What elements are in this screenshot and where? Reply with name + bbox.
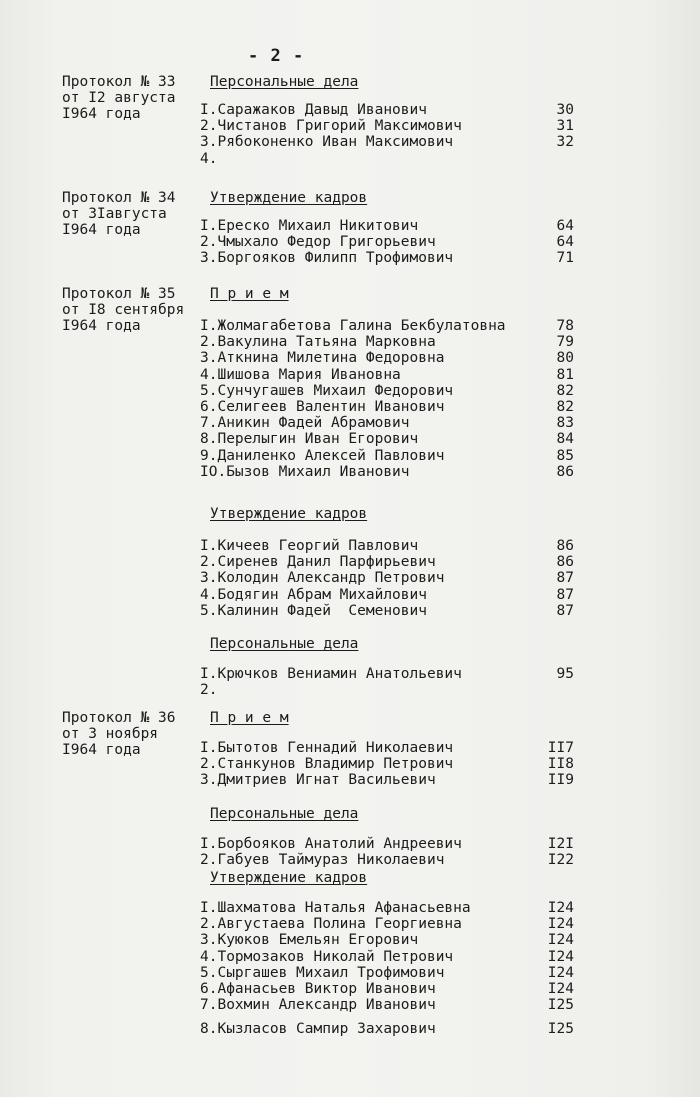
protocol-label-line: от I2 августа	[62, 90, 176, 106]
protocol-label	[62, 710, 176, 758]
list-item	[200, 415, 580, 432]
page-reference: I24	[547, 981, 574, 997]
list-item	[200, 756, 580, 773]
list-item	[200, 234, 580, 251]
person-name: 2.Чистанов Григорий Максимович	[200, 118, 462, 135]
person-name: 2.Августаева Полина Георгиевна	[200, 916, 462, 933]
list-item	[200, 118, 580, 135]
person-name: I.Бытотов Геннадий Николаевич	[200, 740, 454, 756]
person-name: 7.Вохмин Александр Иванович	[200, 997, 436, 1014]
list-item	[200, 448, 580, 465]
section-heading: П р и е м	[210, 286, 289, 302]
list-item	[200, 916, 580, 933]
list-item	[200, 852, 580, 869]
protocol-label-line: от I8 сентября	[62, 302, 185, 318]
person-name: 4.	[200, 150, 218, 167]
page-reference: 86	[556, 554, 574, 571]
person-name: I.Жолмагабетова Галина Бекбулатовна	[200, 318, 506, 334]
protocol-label-line: I964 года	[62, 222, 141, 238]
person-name: 6.Селигеев Валентин Иванович	[200, 399, 445, 415]
person-name: 5.Калинин Фадей Семенович	[200, 602, 427, 619]
list-item	[200, 570, 580, 587]
page-reference: 87	[556, 570, 574, 587]
person-name: 2.Станкунов Владимир Петрович	[200, 756, 454, 773]
list-item	[200, 367, 580, 384]
section-heading: Персональные дела	[210, 74, 359, 90]
protocol-label-line: Протокол № 33	[62, 74, 176, 90]
person-name: I.Борбояков Анатолий Андреевич	[200, 836, 462, 852]
section-heading: Утверждение кадров	[210, 870, 368, 886]
page-reference: 87	[556, 602, 574, 619]
person-name: IO.Бызов Михаил Иванович	[200, 463, 410, 480]
list-item	[200, 949, 580, 966]
person-name: 3.Куюков Емельян Егорович	[200, 932, 419, 949]
page-reference: I24	[547, 916, 574, 933]
page-reference: 82	[556, 399, 574, 415]
list-item	[200, 151, 580, 168]
page-reference: I2I	[547, 836, 574, 852]
person-name: 8.Перелыгин Иван Егорович	[200, 431, 419, 448]
list-item	[200, 218, 580, 235]
page-reference: 95	[556, 666, 574, 682]
section-heading: П р и е м	[210, 710, 289, 726]
page-reference: II7	[547, 740, 574, 756]
page-reference: II8	[547, 756, 574, 773]
protocol-label	[62, 74, 176, 122]
list-item	[200, 431, 580, 448]
page-reference: II9	[547, 772, 574, 789]
list-item	[200, 102, 580, 119]
list-item	[200, 134, 580, 151]
protocol-label-line: от 3 ноября	[62, 726, 159, 742]
person-name: 4.Шишова Мария Ивановна	[200, 366, 401, 383]
page-reference: 32	[556, 134, 574, 151]
protocol-label-line: I964 года	[62, 318, 141, 334]
person-name: 2.Габуев Таймураз Николаевич	[200, 852, 445, 869]
section-heading: Персональные дела	[210, 636, 359, 652]
person-name: I.Крючков Вениамин Анатольевич	[200, 666, 462, 682]
list-item	[200, 350, 580, 367]
page-reference: 30	[556, 102, 574, 118]
list-item	[200, 334, 580, 351]
protocol-label-line: Протокол № 36	[62, 710, 176, 726]
page-reference: 31	[556, 118, 574, 135]
list-item	[200, 587, 580, 604]
list-item	[200, 554, 580, 571]
protocol-label-line: от 3Iавгуста	[62, 206, 167, 222]
person-name: 6.Афанасьев Виктор Иванович	[200, 981, 436, 997]
protocol-label	[62, 190, 176, 238]
person-name: 7.Аникин Фадей Абрамович	[200, 415, 410, 432]
page-reference: I24	[547, 964, 574, 981]
person-name: 3.Колодин Александр Петрович	[200, 570, 445, 587]
person-name: I.Кичеев Георгий Павлович	[200, 538, 419, 554]
person-name: 9.Даниленко Алексей Павлович	[200, 447, 445, 464]
person-name: 4.Тормозаков Николай Петрович	[200, 948, 454, 965]
person-name: 2.Чмыхало Федор Григорьевич	[200, 234, 436, 251]
list-item	[200, 464, 580, 481]
section-heading: Утверждение кадров	[210, 506, 368, 522]
list-item	[200, 383, 580, 400]
page-reference: 82	[556, 382, 574, 399]
list-item	[200, 682, 580, 699]
person-name: 5.Сыргашев Михаил Трофимович	[200, 964, 445, 981]
page-reference: I22	[547, 852, 574, 869]
list-item	[200, 900, 580, 917]
person-name: I.Саражаков Давыд Иванович	[200, 102, 427, 118]
list-item	[200, 666, 580, 683]
page-reference: I24	[547, 948, 574, 965]
list-item	[200, 836, 580, 853]
person-name: 8.Кызласов Сампир Захарович	[200, 1021, 436, 1038]
list-item	[200, 250, 580, 267]
person-name: 3.Рябоконенко Иван Максимович	[200, 134, 454, 151]
protocol-label-line: I964 года	[62, 742, 141, 758]
list-item	[200, 318, 580, 335]
page-number: - 2 -	[248, 46, 305, 66]
page-reference: 87	[556, 586, 574, 603]
list-item	[200, 981, 580, 998]
list-item	[200, 399, 580, 416]
list-item	[200, 603, 580, 620]
page-reference: I25	[547, 1021, 574, 1038]
section-heading: Персональные дела	[210, 806, 359, 822]
person-name: 5.Сунчугашев Михаил Федорович	[200, 382, 454, 399]
page-reference: I24	[547, 932, 574, 949]
list-item	[200, 997, 580, 1014]
protocol-label-line: Протокол № 34	[62, 190, 176, 206]
page-reference: 64	[556, 218, 574, 234]
list-item	[200, 740, 580, 757]
page-reference: 79	[556, 334, 574, 351]
person-name: 3.Дмитриев Игнат Васильевич	[200, 772, 436, 789]
page-reference: I25	[547, 997, 574, 1014]
list-item	[200, 965, 580, 982]
person-name: I.Ереско Михаил Никитович	[200, 218, 419, 234]
section-heading: Утверждение кадров	[210, 190, 368, 206]
person-name: 3.Аткнина Милетина Федоровна	[200, 350, 445, 367]
list-item	[200, 1021, 580, 1038]
page-reference: 64	[556, 234, 574, 251]
page-reference: 86	[556, 538, 574, 554]
protocol-label-line: I964 года	[62, 106, 141, 122]
page-reference: 80	[556, 350, 574, 367]
page-reference: 78	[556, 318, 574, 334]
person-name: I.Шахматова Наталья Афанасьевна	[200, 900, 471, 916]
page-reference: 85	[556, 447, 574, 464]
person-name: 4.Бодягин Абрам Михайлович	[200, 586, 427, 603]
page-reference: 86	[556, 463, 574, 480]
list-item	[200, 538, 580, 555]
person-name: 2.Сиренев Данил Парфирьевич	[200, 554, 436, 571]
page-reference: 83	[556, 415, 574, 432]
list-item	[200, 932, 580, 949]
person-name: 2.Вакулина Татьяна Марковна	[200, 334, 436, 351]
protocol-label-line: Протокол № 35	[62, 286, 176, 302]
page-reference: 81	[556, 366, 574, 383]
page-reference: 84	[556, 431, 574, 448]
person-name: 3.Боргояков Филипп Трофимович	[200, 250, 454, 267]
page-reference: 71	[556, 250, 574, 267]
page-reference: I24	[547, 900, 574, 916]
person-name: 2.	[200, 682, 218, 699]
list-item	[200, 772, 580, 789]
protocol-label	[62, 286, 184, 334]
